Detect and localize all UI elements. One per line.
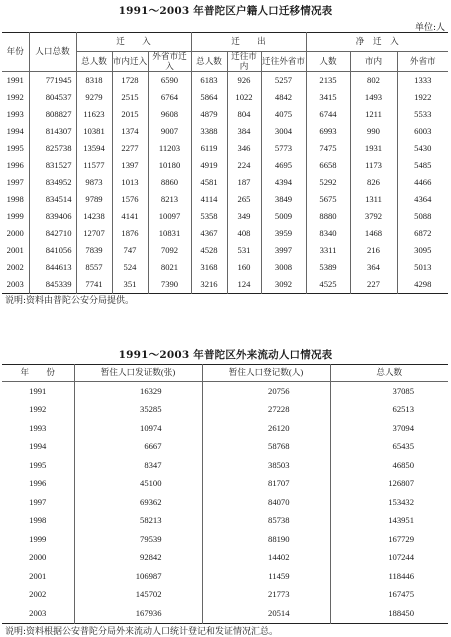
table-row — [2, 493, 448, 512]
table-row — [2, 567, 448, 586]
table-cell: 227 — [350, 276, 397, 294]
table-cell: 6872 — [397, 225, 448, 242]
year-cell: 1997 — [6, 176, 24, 187]
table-cell: 771945 — [29, 72, 76, 90]
table-cell: 14238 — [76, 208, 112, 225]
table-cell: 1576 — [112, 191, 148, 208]
table-cell: 3008 — [261, 259, 306, 276]
table-cell: 4879 — [191, 106, 227, 123]
table-cell: 804537 — [29, 89, 76, 106]
table-cell: 8021 — [148, 259, 191, 276]
table-cell: 187 — [227, 174, 261, 191]
table-cell: 5013 — [397, 259, 448, 276]
year-cell: 2001 — [29, 570, 47, 581]
table-cell: 5009 — [261, 208, 306, 225]
table-cell: 81707 — [202, 475, 330, 494]
table-cell: 3415 — [306, 89, 350, 106]
table-row — [2, 242, 448, 259]
table-cell: 92842 — [74, 549, 202, 568]
year-cell: 1998 — [6, 193, 24, 204]
table-row — [2, 191, 448, 208]
table-cell: 46850 — [330, 456, 448, 475]
table-cell: 5773 — [261, 140, 306, 157]
year-cell: 2003 — [6, 278, 24, 289]
table-cell: 14402 — [202, 549, 330, 568]
table-cell: 7741 — [76, 276, 112, 294]
table-cell: 1333 — [397, 72, 448, 90]
table-cell: 45100 — [74, 475, 202, 494]
table-cell: 841056 — [29, 242, 76, 259]
table-row — [2, 586, 448, 605]
year-cell: 1995 — [6, 142, 24, 153]
header-registered: 暂住人口登记数(人) — [202, 365, 330, 382]
table-row — [2, 157, 448, 174]
table-cell: 834952 — [29, 174, 76, 191]
table-cell: 747 — [112, 242, 148, 259]
table-cell: 3168 — [191, 259, 227, 276]
table-row — [2, 401, 448, 420]
table-cell: 844613 — [29, 259, 76, 276]
table-row — [2, 438, 448, 457]
table-cell: 145702 — [74, 586, 202, 605]
table-cell: 834514 — [29, 191, 76, 208]
table-cell: 88190 — [202, 530, 330, 549]
table-cell: 10180 — [148, 157, 191, 174]
table-cell: 6183 — [191, 72, 227, 90]
table-cell: 3997 — [261, 242, 306, 259]
table-cell: 35285 — [74, 401, 202, 420]
table-cell: 364 — [350, 259, 397, 276]
table-cell: 10974 — [74, 419, 202, 438]
header-net-city: 市内 — [350, 52, 397, 72]
year-cell: 1994 — [29, 441, 47, 452]
table-cell: 4695 — [261, 157, 306, 174]
table-cell: 8340 — [306, 225, 350, 242]
header-net-total: 人数 — [306, 52, 350, 72]
table-row — [2, 174, 448, 191]
table-cell: 26120 — [202, 419, 330, 438]
year-cell: 2000 — [6, 227, 24, 238]
table-cell: 346 — [227, 140, 261, 157]
table-row — [2, 225, 448, 242]
table-cell: 384 — [227, 123, 261, 140]
table-cell: 1173 — [350, 157, 397, 174]
table-cell: 531 — [227, 242, 261, 259]
table-cell: 37094 — [330, 419, 448, 438]
table-row — [2, 123, 448, 140]
table-cell: 9279 — [76, 89, 112, 106]
table-cell: 2015 — [112, 106, 148, 123]
year-cell: 1994 — [6, 125, 24, 136]
header-group-net: 净 迁 入 — [306, 33, 448, 52]
header-total: 总人数 — [330, 365, 448, 382]
table-cell: 349 — [227, 208, 261, 225]
header-out-total: 总人数 — [191, 52, 227, 72]
table-row — [2, 604, 448, 623]
table-cell: 20756 — [202, 382, 330, 401]
table-cell: 808827 — [29, 106, 76, 123]
year-cell: 2002 — [29, 589, 47, 600]
table-cell: 7475 — [306, 140, 350, 157]
table-cell: 1493 — [350, 89, 397, 106]
table-cell: 6993 — [306, 123, 350, 140]
table-cell: 12707 — [76, 225, 112, 242]
header-permits-issued: 暂住人口发证数(张) — [74, 365, 202, 382]
table-cell: 58213 — [74, 512, 202, 531]
table-cell: 160 — [227, 259, 261, 276]
table-cell: 1013 — [112, 174, 148, 191]
header-out-province: 迁往外省市 — [261, 52, 306, 72]
table-cell: 8347 — [74, 456, 202, 475]
header-group-in: 迁 入 — [76, 33, 191, 52]
table-cell: 37085 — [330, 382, 448, 401]
year-cell: 2002 — [6, 261, 24, 272]
table-cell: 6764 — [148, 89, 191, 106]
table-cell: 11203 — [148, 140, 191, 157]
header-total-population: 人口总数 — [29, 33, 76, 72]
migrant-population-table — [2, 364, 448, 624]
table-cell: 3004 — [261, 123, 306, 140]
header-in-total: 总人数 — [76, 52, 112, 72]
table1-note: 说明:资料由普陀公安分局提供。 — [5, 296, 135, 306]
table-cell: 38503 — [202, 456, 330, 475]
table-cell: 143951 — [330, 512, 448, 531]
table-row — [2, 530, 448, 549]
year-cell: 1999 — [29, 533, 47, 544]
table-cell: 4528 — [191, 242, 227, 259]
table-row — [2, 259, 448, 276]
table-cell: 5864 — [191, 89, 227, 106]
table-cell: 990 — [350, 123, 397, 140]
table-cell: 10381 — [76, 123, 112, 140]
table-cell: 5257 — [261, 72, 306, 90]
header-out-city: 迁往市内 — [227, 52, 261, 72]
table-cell: 2135 — [306, 72, 350, 90]
table-cell: 826 — [350, 174, 397, 191]
table-cell: 4525 — [306, 276, 350, 294]
year-cell: 1992 — [6, 91, 24, 102]
header-year: 年份 — [2, 33, 29, 72]
table-cell: 188450 — [330, 604, 448, 623]
table-cell: 11623 — [76, 106, 112, 123]
table-cell: 1931 — [350, 140, 397, 157]
table-cell: 4075 — [261, 106, 306, 123]
table-cell: 1876 — [112, 225, 148, 242]
table-cell: 5430 — [397, 140, 448, 157]
table-cell: 7092 — [148, 242, 191, 259]
table-row — [2, 475, 448, 494]
table-row — [2, 72, 448, 90]
table-cell: 4367 — [191, 225, 227, 242]
table-cell: 11459 — [202, 567, 330, 586]
table-row — [2, 276, 448, 294]
table-cell: 118446 — [330, 567, 448, 586]
table2-title: 1991～2003 年普陀区外来流动人口情况表 — [118, 349, 333, 361]
year-cell: 2001 — [6, 244, 24, 255]
table-cell: 3959 — [261, 225, 306, 242]
header-group-out: 迁 出 — [191, 33, 306, 52]
table-cell: 8213 — [148, 191, 191, 208]
table-cell: 4364 — [397, 191, 448, 208]
table-cell: 16329 — [74, 382, 202, 401]
table-cell: 5533 — [397, 106, 448, 123]
table-cell: 1728 — [112, 72, 148, 90]
table-cell: 1022 — [227, 89, 261, 106]
table-cell: 6590 — [148, 72, 191, 90]
table-row — [2, 208, 448, 225]
year-cell: 1993 — [6, 108, 24, 119]
table-cell: 8557 — [76, 259, 112, 276]
table-cell: 3092 — [261, 276, 306, 294]
table-cell: 4466 — [397, 174, 448, 191]
table-cell: 216 — [350, 242, 397, 259]
table-cell: 3216 — [191, 276, 227, 294]
table-cell: 8880 — [306, 208, 350, 225]
table-cell: 4298 — [397, 276, 448, 294]
table-cell: 6744 — [306, 106, 350, 123]
table-cell: 167936 — [74, 604, 202, 623]
table-cell: 9873 — [76, 174, 112, 191]
table-cell: 167475 — [330, 586, 448, 605]
table-row — [2, 106, 448, 123]
year-cell: 2003 — [29, 607, 47, 618]
year-cell: 1996 — [6, 159, 24, 170]
table-cell: 153432 — [330, 493, 448, 512]
table-cell: 408 — [227, 225, 261, 242]
table-cell: 5292 — [306, 174, 350, 191]
table-cell: 85738 — [202, 512, 330, 531]
table-row — [2, 419, 448, 438]
table-cell: 13594 — [76, 140, 112, 157]
table-cell: 814307 — [29, 123, 76, 140]
header-net-province: 外省市 — [397, 52, 448, 72]
table-cell: 3792 — [350, 208, 397, 225]
year-cell: 1991 — [6, 74, 24, 85]
table-cell: 21773 — [202, 586, 330, 605]
table-cell: 1211 — [350, 106, 397, 123]
year-cell: 1996 — [29, 478, 47, 489]
table-cell: 5675 — [306, 191, 350, 208]
table-cell: 2277 — [112, 140, 148, 157]
table1-title: 1991～2003 年普陀区户籍人口迁移情况表 — [118, 5, 333, 17]
table-cell: 524 — [112, 259, 148, 276]
table-row — [2, 456, 448, 475]
table-row — [2, 512, 448, 531]
table-cell: 802 — [350, 72, 397, 90]
table-cell: 10097 — [148, 208, 191, 225]
table-cell: 65435 — [330, 438, 448, 457]
year-cell: 1995 — [29, 459, 47, 470]
table-cell: 10831 — [148, 225, 191, 242]
table-cell: 5358 — [191, 208, 227, 225]
table-cell: 4141 — [112, 208, 148, 225]
table-cell: 6119 — [191, 140, 227, 157]
year-cell: 1998 — [29, 515, 47, 526]
table1-body — [2, 72, 448, 294]
table-cell: 2515 — [112, 89, 148, 106]
table-cell: 265 — [227, 191, 261, 208]
table-cell: 7390 — [148, 276, 191, 294]
header-in-province: 外省市迁入 — [148, 52, 191, 72]
year-cell: 1993 — [29, 422, 47, 433]
household-migration-table — [2, 32, 448, 294]
year-cell: 2000 — [29, 552, 47, 563]
table-cell: 106987 — [74, 567, 202, 586]
table-cell: 58768 — [202, 438, 330, 457]
table-row — [2, 549, 448, 568]
table-cell: 1922 — [397, 89, 448, 106]
header-year: 年 份 — [2, 365, 74, 382]
table-cell: 4842 — [261, 89, 306, 106]
table-cell: 1374 — [112, 123, 148, 140]
table-cell: 4394 — [261, 174, 306, 191]
table-cell: 107244 — [330, 549, 448, 568]
table-cell: 167729 — [330, 530, 448, 549]
table-cell: 351 — [112, 276, 148, 294]
table-cell: 926 — [227, 72, 261, 90]
table-cell: 1397 — [112, 157, 148, 174]
table-cell: 3311 — [306, 242, 350, 259]
table-cell: 1311 — [350, 191, 397, 208]
table-cell: 84070 — [202, 493, 330, 512]
table-cell: 20514 — [202, 604, 330, 623]
table-cell: 5389 — [306, 259, 350, 276]
table-cell: 69362 — [74, 493, 202, 512]
table-cell: 1468 — [350, 225, 397, 242]
table-cell: 27228 — [202, 401, 330, 420]
table2-body — [2, 382, 448, 624]
table-row — [2, 140, 448, 157]
table-cell: 8318 — [76, 72, 112, 90]
table-cell: 6658 — [306, 157, 350, 174]
year-cell: 1991 — [29, 385, 47, 396]
header-in-city: 市内迁入 — [112, 52, 148, 72]
year-cell: 1997 — [29, 496, 47, 507]
table-cell: 9789 — [76, 191, 112, 208]
table-cell: 804 — [227, 106, 261, 123]
table-cell: 845339 — [29, 276, 76, 294]
table-cell: 9007 — [148, 123, 191, 140]
table-cell: 3388 — [191, 123, 227, 140]
table-row — [2, 382, 448, 401]
table-cell: 11577 — [76, 157, 112, 174]
table-cell: 5485 — [397, 157, 448, 174]
table1-unit: 单位:人 — [414, 23, 445, 33]
table-cell: 8860 — [148, 174, 191, 191]
table-cell: 6667 — [74, 438, 202, 457]
table-cell: 831527 — [29, 157, 76, 174]
table-cell: 9608 — [148, 106, 191, 123]
table-cell: 825738 — [29, 140, 76, 157]
table-cell: 62513 — [330, 401, 448, 420]
table-cell: 7839 — [76, 242, 112, 259]
year-cell: 1992 — [29, 404, 47, 415]
table-cell: 839406 — [29, 208, 76, 225]
table-cell: 79539 — [74, 530, 202, 549]
table-cell: 6003 — [397, 123, 448, 140]
table-cell: 126807 — [330, 475, 448, 494]
table-cell: 4581 — [191, 174, 227, 191]
table-cell: 4114 — [191, 191, 227, 208]
table-cell: 3849 — [261, 191, 306, 208]
table-cell: 224 — [227, 157, 261, 174]
table-cell: 3095 — [397, 242, 448, 259]
table-cell: 5088 — [397, 208, 448, 225]
table-cell: 4919 — [191, 157, 227, 174]
table-cell: 124 — [227, 276, 261, 294]
table-cell: 842710 — [29, 225, 76, 242]
year-cell: 1999 — [6, 210, 24, 221]
table2-note: 说明:资料根据公安普陀分局外来流动人口统计登记和发证情况汇总。 — [5, 627, 279, 637]
table-row — [2, 89, 448, 106]
